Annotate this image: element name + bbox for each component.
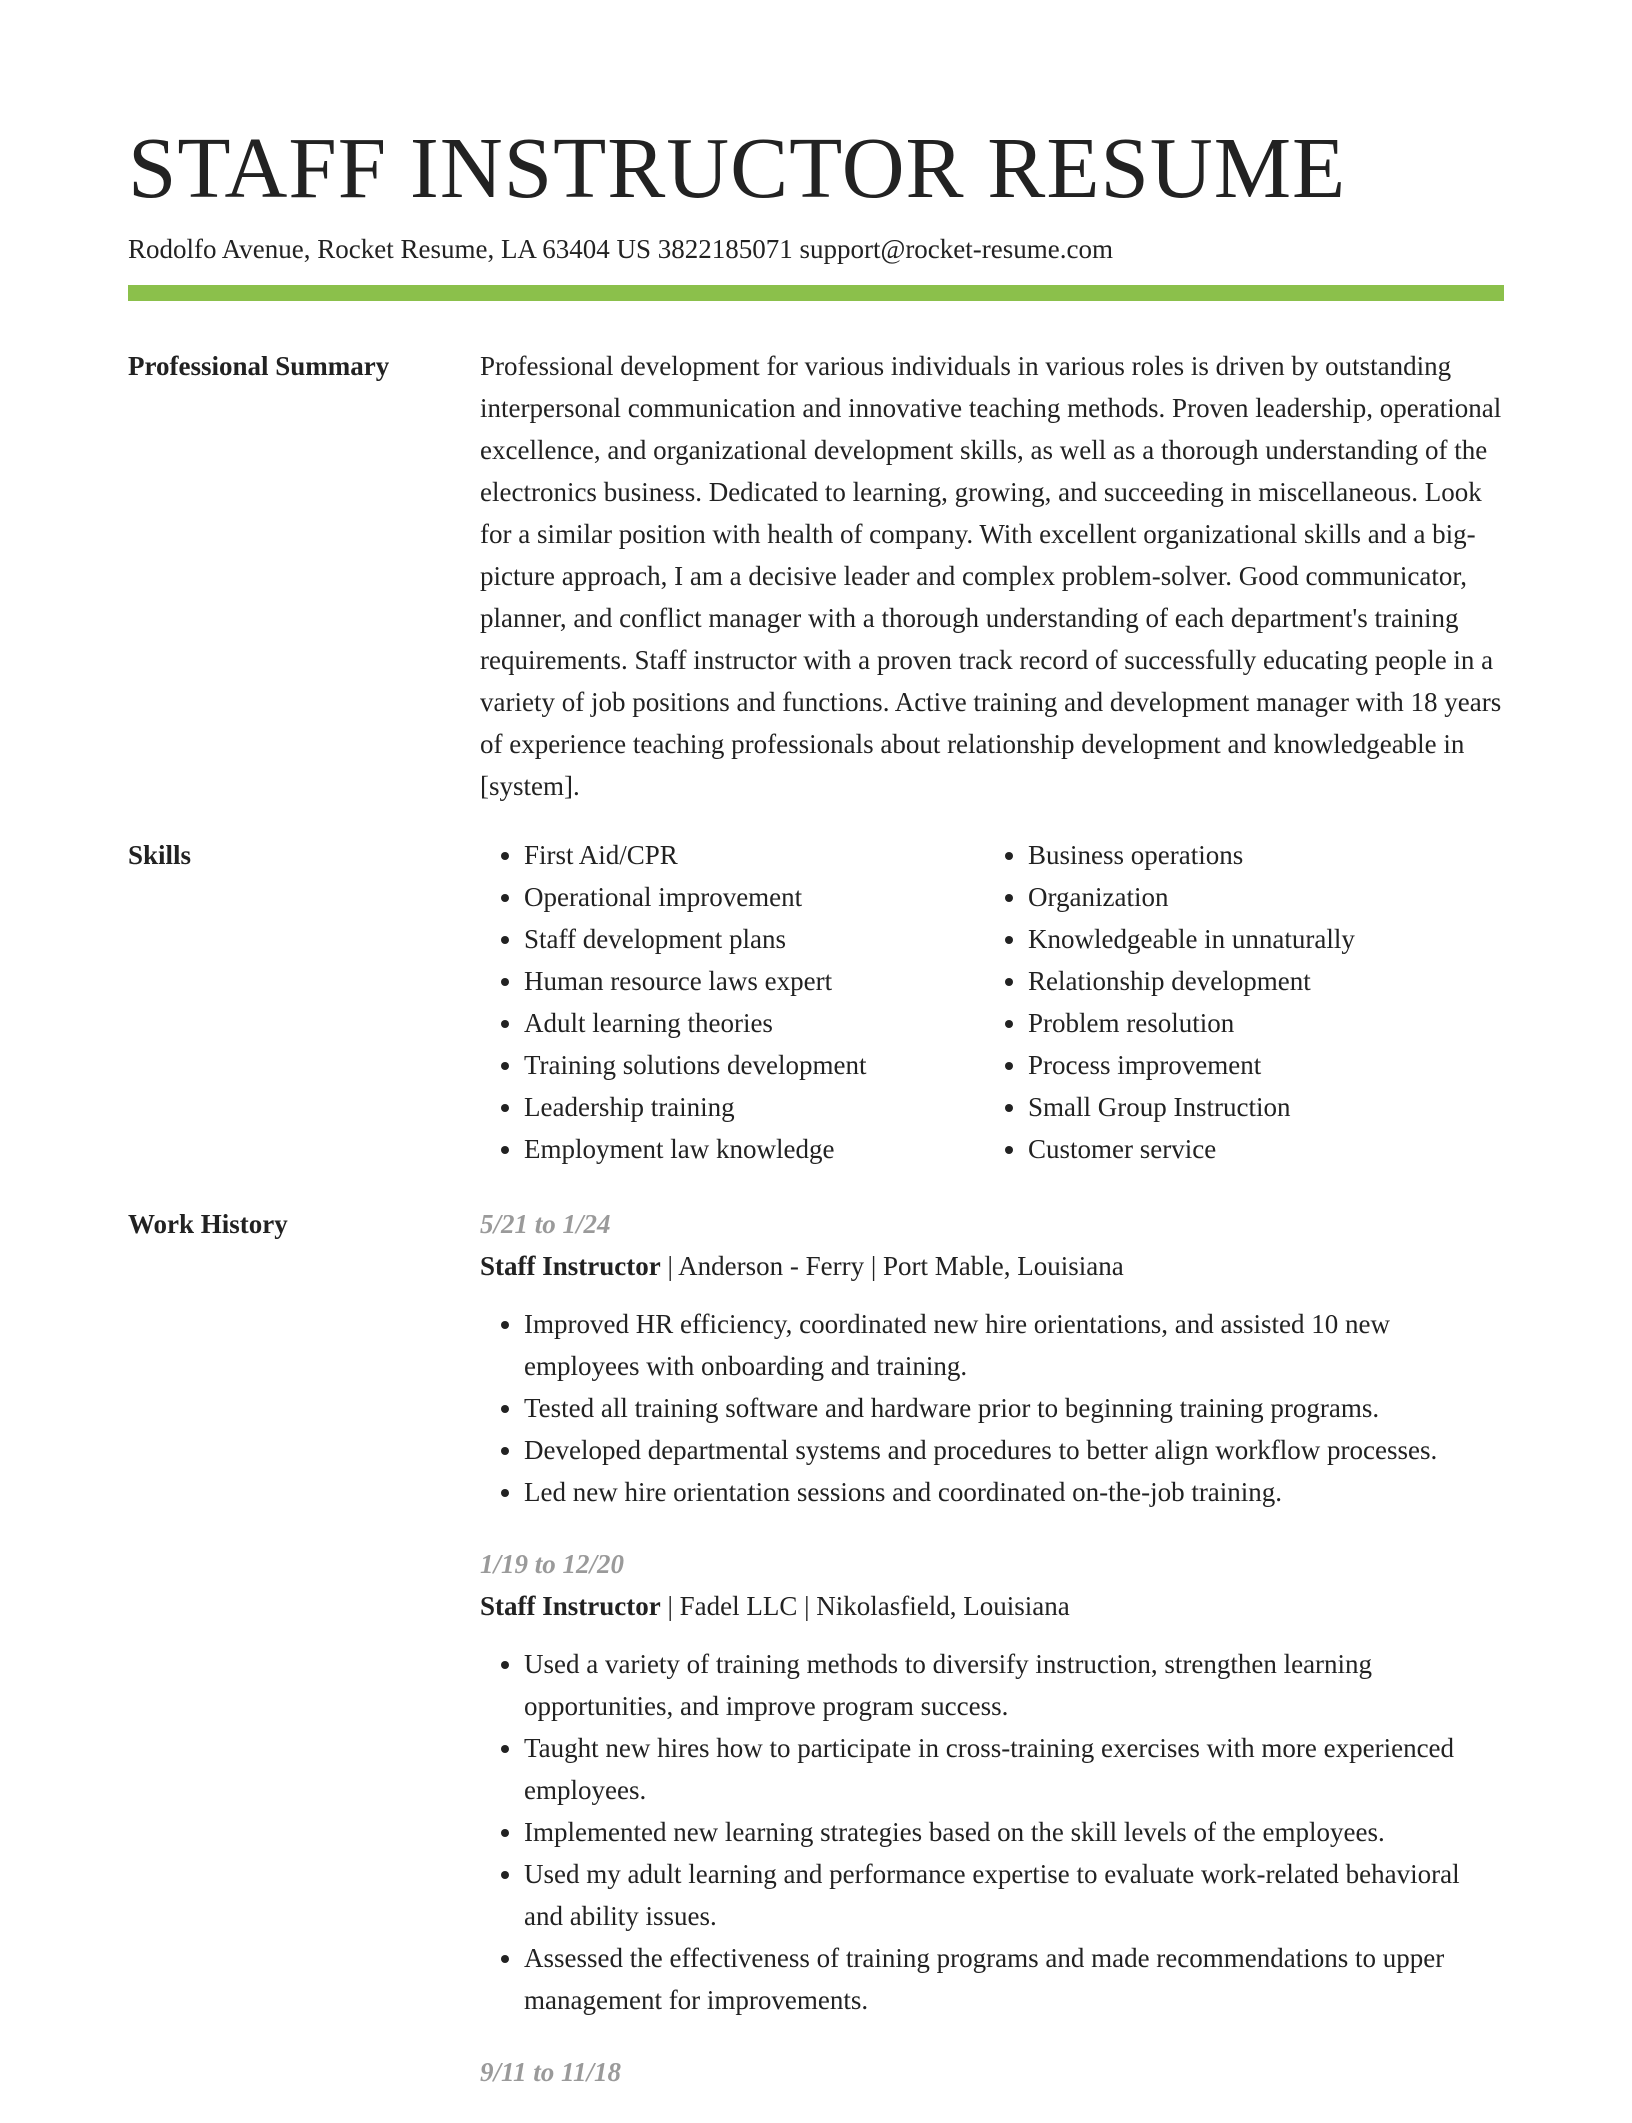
skill-item: • Process improvement — [1028, 1044, 1488, 1086]
job-dates: 5/21 to 1/24 — [480, 1209, 611, 1239]
skills-body — [480, 834, 1504, 1170]
job-details: | Anderson - Ferry | Port Mable, Louisiana — [660, 1251, 1124, 1281]
skills-column-right — [984, 834, 1488, 1170]
skill-item: • Operational improvement — [524, 876, 984, 918]
job-title: Staff Instructor — [480, 1591, 661, 1621]
resume-title: STAFF INSTRUCTOR RESUME — [128, 119, 1347, 216]
section-label-skills: Skills — [128, 840, 192, 870]
job-bullet: • Assessed the effectiveness of training programs and made recommendations to upper management for improvements. — [524, 1937, 1504, 2021]
job-bullet: • Used my adult learning and performance expertise to evaluate work-related behavioral and ability issues. — [524, 1853, 1504, 1937]
skill-item: • Problem resolution — [1028, 1002, 1488, 1044]
skill-item: • Leadership training — [524, 1086, 984, 1128]
job-bullet: • Used a variety of training methods to diversify instruction, strengthen learning opportunities, and improve program success. — [524, 1643, 1504, 1727]
section-label-summary: Professional Summary — [128, 351, 390, 381]
skill-item: • First Aid/CPR — [524, 834, 984, 876]
job-bullet: • Developed departmental systems and procedures to better align workflow processes. — [524, 1429, 1504, 1471]
skill-item: • Organization — [1028, 876, 1488, 918]
skill-item: • Relationship development — [1028, 960, 1488, 1002]
job-bullet: • Improved HR efficiency, coordinated new hire orientations, and assisted 10 new employees with onboarding and training. — [524, 1303, 1504, 1387]
skill-item: • Knowledgeable in unnaturally — [1028, 918, 1488, 960]
skill-item: • Staff development plans — [524, 918, 984, 960]
work-history-body — [480, 1203, 1504, 2123]
summary-text: Professional development for various individuals in various roles is driven by outstanding interpersonal communication and innovative teaching methods. Proven leadership, operational excellence, and organizational development skills, as well as a thorough understanding of the electronics business. Dedicated to learning, growing, and succeeding in miscellaneous. Look for a similar position with health of company. With excellent organizational skills and a big-picture approach, I am a decisive leader and complex problem-solver. Good communicator, planner, and conflict manager with a thorough understanding of each department's training requirements. Staff instructor with a proven track record of successfully educating people in a variety of job positions and functions. Active training and development manager with 18 years of experience teaching professionals about relationship development and knowledgeable in [system]. — [480, 351, 1502, 801]
job-entry — [480, 2051, 1504, 2093]
job-heading — [480, 1585, 1504, 1627]
skill-item: • Small Group Instruction — [1028, 1086, 1488, 1128]
skills-column-left — [480, 834, 984, 1170]
section-label-work-history: Work History — [128, 1209, 288, 1239]
contact-line: Rodolfo Avenue, Rocket Resume, LA 63404 US 3822185071 support@rocket-resume.com — [128, 234, 1113, 264]
summary-body — [480, 345, 1504, 807]
job-bullet: • Implemented new learning strategies based on the skill levels of the employees. — [524, 1811, 1504, 1853]
job-bullet: • Taught new hires how to participate in cross-training exercises with more experienced employees. — [524, 1727, 1504, 1811]
skill-item: • Training solutions development — [524, 1044, 984, 1086]
job-entry — [480, 1203, 1504, 1513]
job-title: Staff Instructor — [480, 1251, 661, 1281]
skill-item: • Business operations — [1028, 834, 1488, 876]
skill-item: • Human resource laws expert — [524, 960, 984, 1002]
skill-item: • Employment law knowledge — [524, 1128, 984, 1170]
job-entry — [480, 1543, 1504, 2021]
skill-item: • Adult learning theories — [524, 1002, 984, 1044]
job-dates: 1/19 to 12/20 — [480, 1549, 625, 1579]
job-bullet: • Led new hire orientation sessions and coordinated on-the-job training. — [524, 1471, 1504, 1513]
accent-divider — [128, 285, 1504, 301]
job-bullet: • Tested all training software and hardware prior to beginning training programs. — [524, 1387, 1504, 1429]
job-heading — [480, 1245, 1504, 1287]
job-dates: 9/11 to 11/18 — [480, 2057, 622, 2087]
skill-item: • Customer service — [1028, 1128, 1488, 1170]
job-details: | Fadel LLC | Nikolasfield, Louisiana — [660, 1591, 1070, 1621]
